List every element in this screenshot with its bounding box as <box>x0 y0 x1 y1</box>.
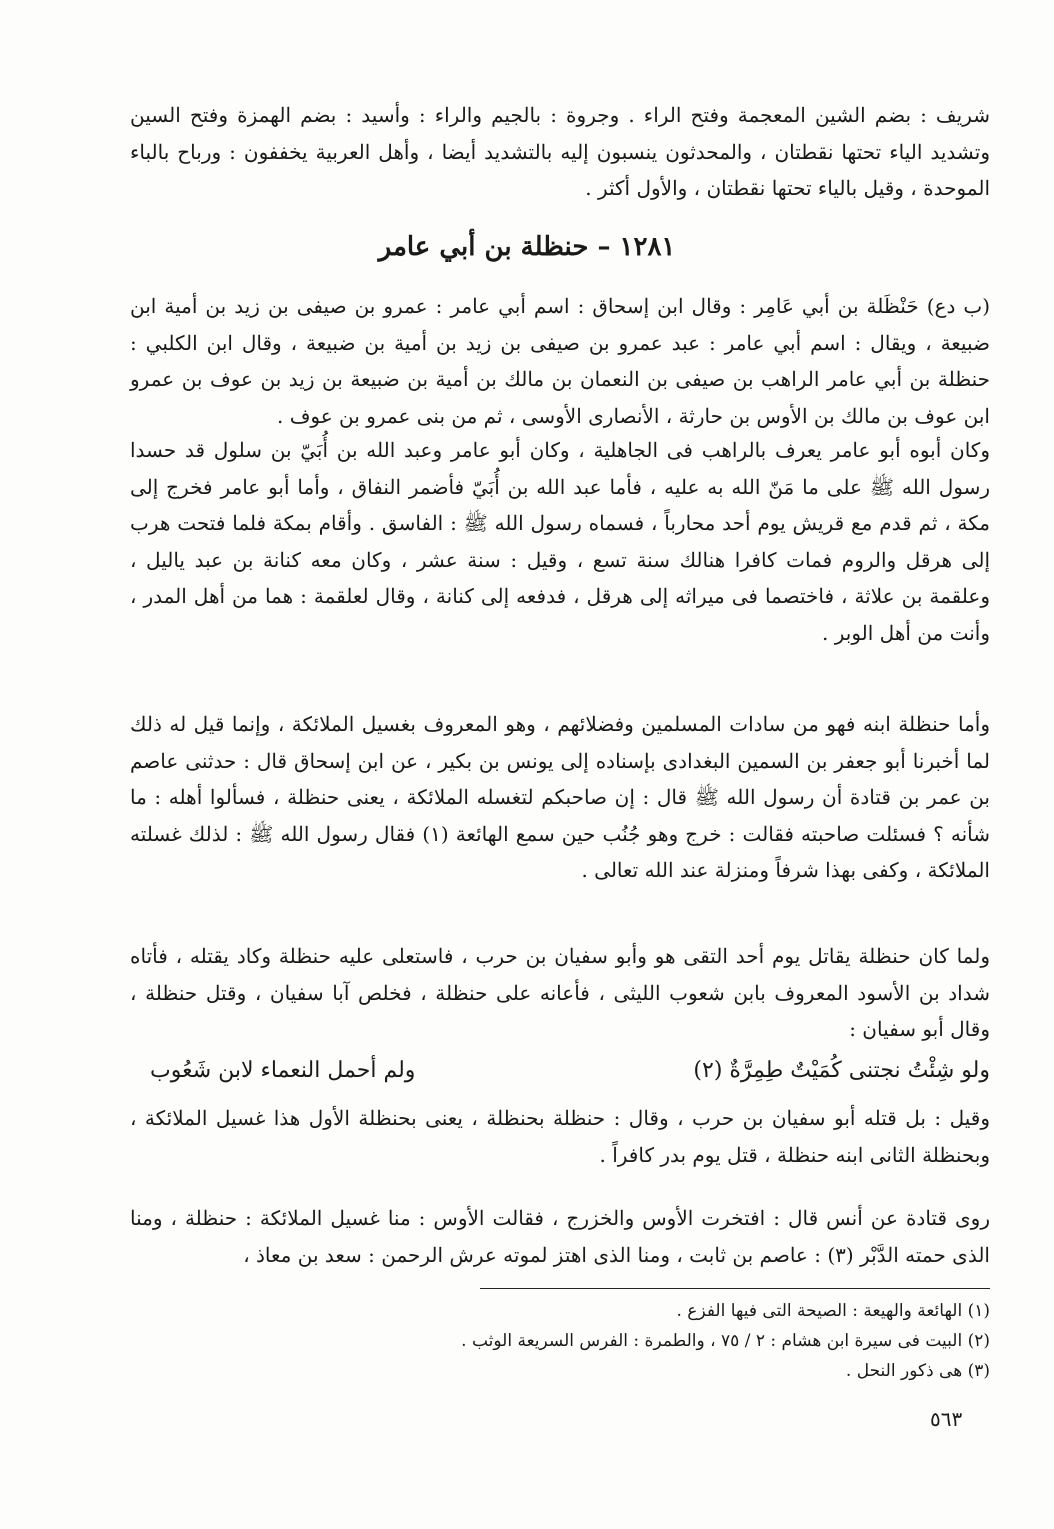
paragraph-alternate-block <box>130 1100 990 1173</box>
footnote-separator <box>480 1288 990 1289</box>
paragraph-ghasil: وأما حنظلة ابنه فهو من سادات المسلمين وفضلائهم ، وهو المعروف بغسيل الملائكة ، وإنما قيل له ذلك لما أخبرنا أبو جعفر بن السمين البغدادى بإسناده إلى يونس بن بكير ، عن ابن إسحاق قال : حدثنى عاصم بن عمر بن قتادة أن رسول الله ﷺ قال : إن صاحبكم لتغسله الملائكة ، يعنى حنظلة ، فسألوا أهله : ما شأنه ؟ فسئلت صاحبته فقالت : خرج وهو جُنُب حين سمع الهائعة (١) فقال رسول الله ﷺ : لذلك غسلته الملائكة ، وكفى بهذا شرفاً ومنزلة عند الله تعالى . <box>130 712 991 882</box>
paragraph-alternate: وقيل : بل قتله أبو سفيان بن حرب ، وقال : حنظلة بحنظلة ، يعنى بحنظلة الأول هذا غسيل الملائكة ، وبحنظلة الثانى ابنه حنظلة ، قتل يوم بدر كافراً . <box>130 1106 990 1167</box>
paragraph-father: وكان أبوه أبو عامر يعرف بالراهب فى الجاهلية ، وكان أبو عامر وعبد الله بن أُبَيّ بن سلول قد حسدا رسول الله ﷺ على ما مَنّ الله به عليه ، فأما عبد الله بن أُبَيّ فأضمر النفاق ، وأما أبو عامر فخرج إلى مكة ، ثم قدم مع قريش يوم أحد محارباً ، فسماه رسول الله ﷺ : الفاسق . وأقام بمكة فلما فتحت هرب إلى هرقل والروم فمات كافرا هنالك سنة تسع ، وقيل : سنة عشر ، وكان معه كنانة بن عبد ياليل ، وعلقمة بن علاثة ، فاختصما فى ميراثه إلى هرقل ، فدفعه إلى كنانة ، وقال لعلقمة : هما من أهل المدر ، وأنت من أهل الوبر . <box>130 438 990 645</box>
paragraph-lineage-block <box>130 288 990 434</box>
paragraph-battle-block <box>130 938 990 1048</box>
footnote-3: (٣) هى ذكور النحل . <box>845 1361 990 1381</box>
poem-verse <box>150 1058 990 1083</box>
paragraph-father-block <box>130 432 990 651</box>
verse-hemistich-first: ولو شِئْتُ نجتنى كُمَيْتٌ طِمِرَّةٌ (٢) <box>693 1058 990 1083</box>
footnote-2: (٢) البيت فى سيرة ابن هشام : ٢ / ٧٥ ، والطمرة : الفرس السريعة الوثب . <box>461 1331 990 1351</box>
entry-title: ١٢٨١ – حنظلة بن أبي عامر <box>378 232 676 262</box>
page-number: ٥٦٣ <box>930 1407 963 1431</box>
paragraph-lineage: (ب دع) حَنْظَلة بن أبي عَامِر : وقال ابن إسحاق : اسم أبي عامر : عمرو بن صيفى بن زيد بن أمية ابن ضبيعة ، ويقال : اسم أبي عامر : عبد عمرو بن صيفى بن زيد بن أمية بن ضبيعة ، وقال ابن الكلبي : حنظلة بن أبي عامر الراهب بن صيفى بن النعمان بن مالك بن أمية بن ضبيعة بن زيد بن عوف بن عمرو ابن عوف بن مالك بن الأوس بن حارثة ، الأنصارى الأوسى ، ثم من بنى عمرو بن عوف . <box>130 294 990 428</box>
paragraph-anas-block <box>130 1200 990 1273</box>
verse-hemistich-second: ولم أحمل النعماء لابن شَعُوب <box>150 1058 416 1083</box>
paragraph-intro-block <box>130 97 990 207</box>
footnote-1: (١) الهائعة والهيعة : الصيحة التى فيها الفزع . <box>676 1301 990 1321</box>
paragraph-intro: شريف : بضم الشين المعجمة وفتح الراء . وجروة : بالجيم والراء : وأسيد : بضم الهمزة وفتح السين وتشديد الياء تحتها نقطتان ، والمحدثون ينسبون إليه بالتشديد أيضا ، وأهل العربية يخففون : ورباح بالباء الموحدة ، وقيل بالياء تحتها نقطتان ، والأول أكثر . <box>130 103 990 200</box>
footnotes <box>300 1296 990 1386</box>
paragraph-anas: روى قتادة عن أنس قال : افتخرت الأوس والخزرج ، فقالت الأوس : منا غسيل الملائكة : حنظلة ، ومنا الذى حمته الدَّبْر (٣) : عاصم بن ثابت ، ومنا الذى اهتز لموته عرش الرحمن : سعد بن معاذ ، <box>130 1206 990 1267</box>
paragraph-ghasil-block <box>130 706 990 889</box>
paragraph-battle: ولما كان حنظلة يقاتل يوم أحد التقى هو وأبو سفيان بن حرب ، فاستعلى عليه حنظلة وكاد يقتله ، فأتاه شداد بن الأسود المعروف بابن شعوب الليثى ، فأعانه على حنظلة ، فخلص آبا سفيان ، وقتل حنظلة ، وقال أبو سفيان : <box>130 944 990 1041</box>
